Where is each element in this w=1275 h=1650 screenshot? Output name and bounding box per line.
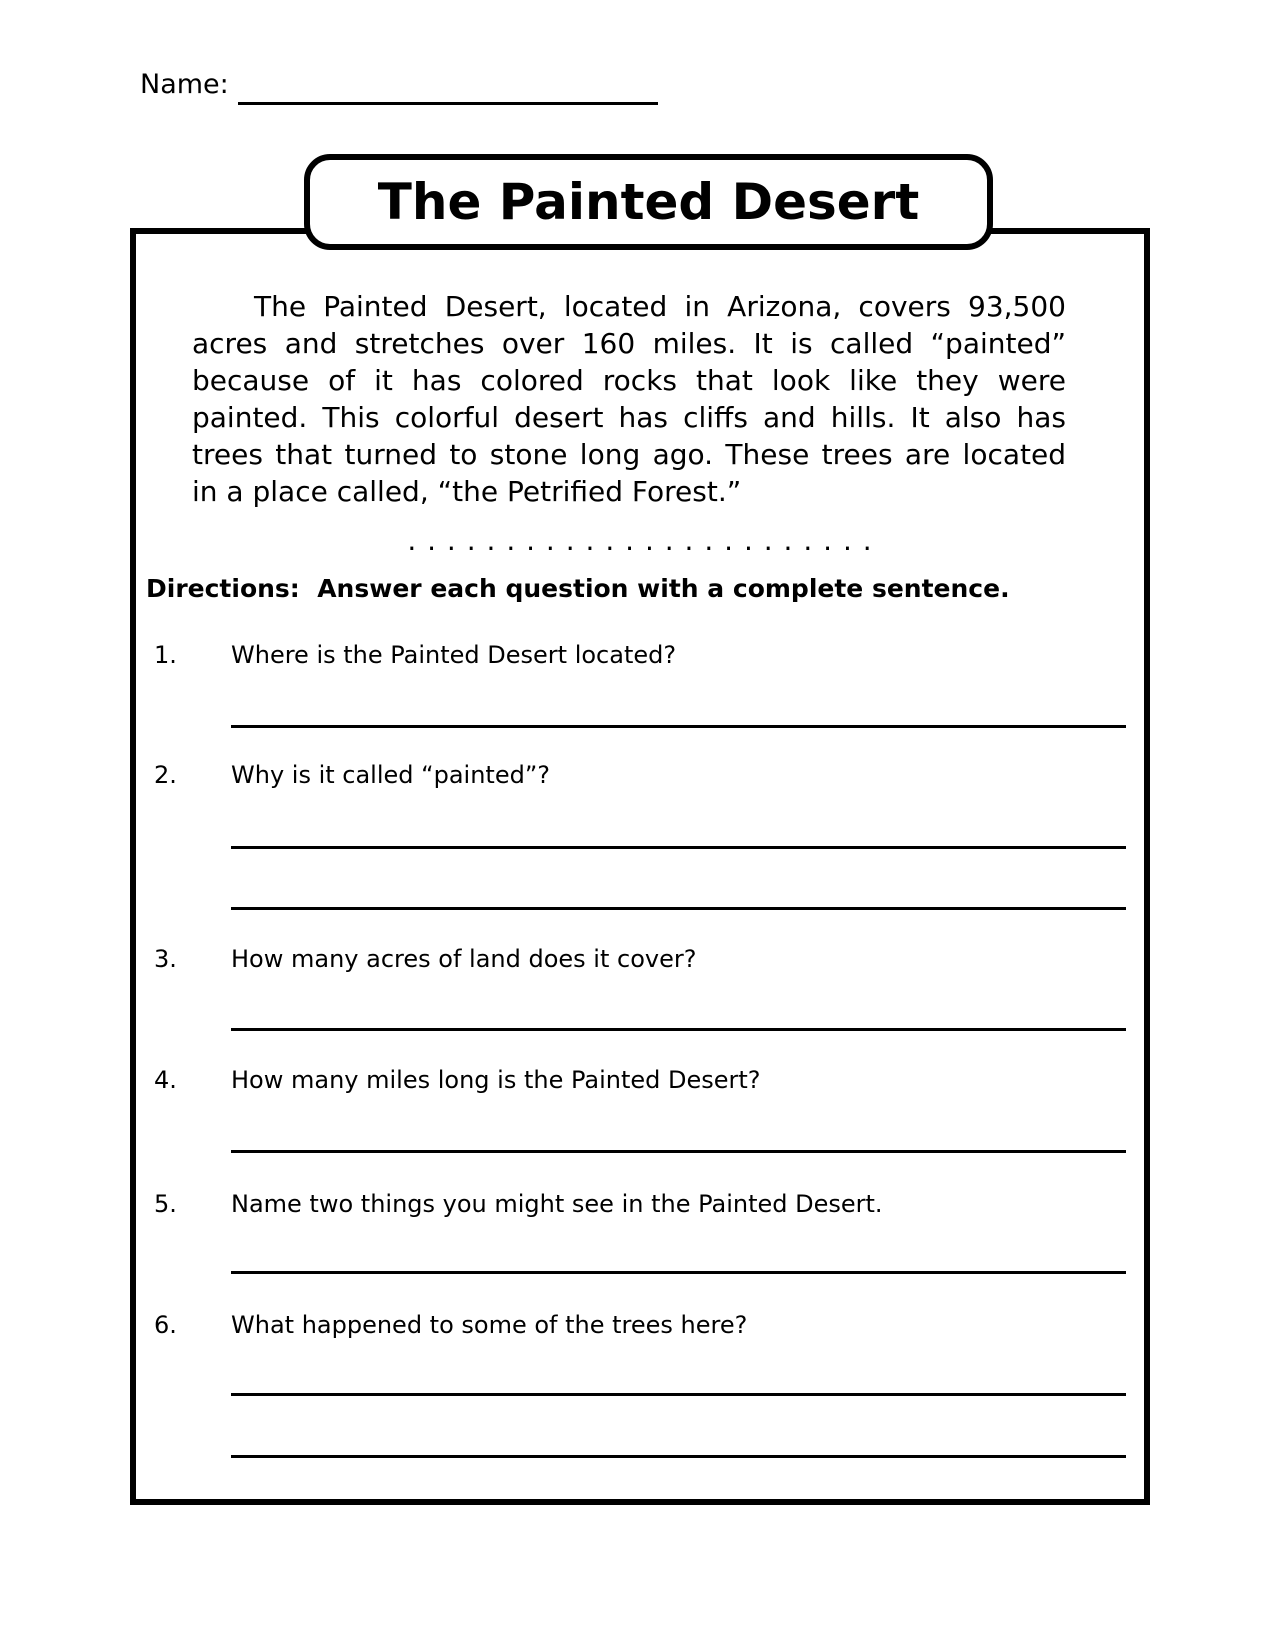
passage-line: The Painted Desert, located in Arizona, covers 93,500 bbox=[254, 290, 1066, 323]
directions-text: Directions: Answer each question with a complete sentence. bbox=[146, 574, 1010, 603]
answer-blank-line bbox=[231, 725, 1126, 728]
name-label: Name: bbox=[140, 69, 229, 100]
question-text: How many acres of land does it cover? bbox=[231, 945, 697, 973]
content-box bbox=[130, 228, 1150, 1505]
answer-blank-line bbox=[231, 1455, 1126, 1458]
answer-blank-line bbox=[231, 846, 1126, 849]
question-text: Where is the Painted Desert located? bbox=[231, 641, 677, 669]
question-text: How many miles long is the Painted Desert? bbox=[231, 1066, 761, 1094]
answer-blank-line bbox=[231, 1150, 1126, 1153]
reading-passage bbox=[192, 288, 1066, 510]
passage-line: trees that turned to stone long ago. These trees are located bbox=[192, 438, 1066, 471]
passage-line: acres and stretches over 160 miles. It is called “painted” bbox=[192, 327, 1066, 360]
question-number: 6. bbox=[154, 1311, 177, 1339]
question-number: 5. bbox=[154, 1190, 177, 1218]
question-text: Why is it called “painted”? bbox=[231, 761, 550, 789]
dotted-separator: . . . . . . . . . . . . . . . . . . . . . . . . bbox=[407, 524, 873, 557]
question-number: 3. bbox=[154, 945, 177, 973]
passage-line: because of it has colored rocks that look like they were bbox=[192, 364, 1066, 397]
question-text: Name two things you might see in the Painted Desert. bbox=[231, 1190, 883, 1218]
title-box bbox=[304, 154, 993, 250]
worksheet-title: The Painted Desert bbox=[377, 173, 920, 231]
answer-blank-line bbox=[231, 1271, 1126, 1274]
answer-blank-line bbox=[231, 907, 1126, 910]
answer-blank-line bbox=[231, 1028, 1126, 1031]
question-number: 2. bbox=[154, 761, 177, 789]
question-number: 4. bbox=[154, 1066, 177, 1094]
question-text: What happened to some of the trees here? bbox=[231, 1311, 748, 1339]
question-number: 1. bbox=[154, 641, 177, 669]
name-blank-line bbox=[238, 72, 658, 105]
answer-blank-line bbox=[231, 1393, 1126, 1396]
passage-line: in a place called, “the Petrified Forest.” bbox=[192, 475, 742, 508]
passage-line: painted. This colorful desert has cliffs and hills. It also has bbox=[192, 401, 1066, 434]
